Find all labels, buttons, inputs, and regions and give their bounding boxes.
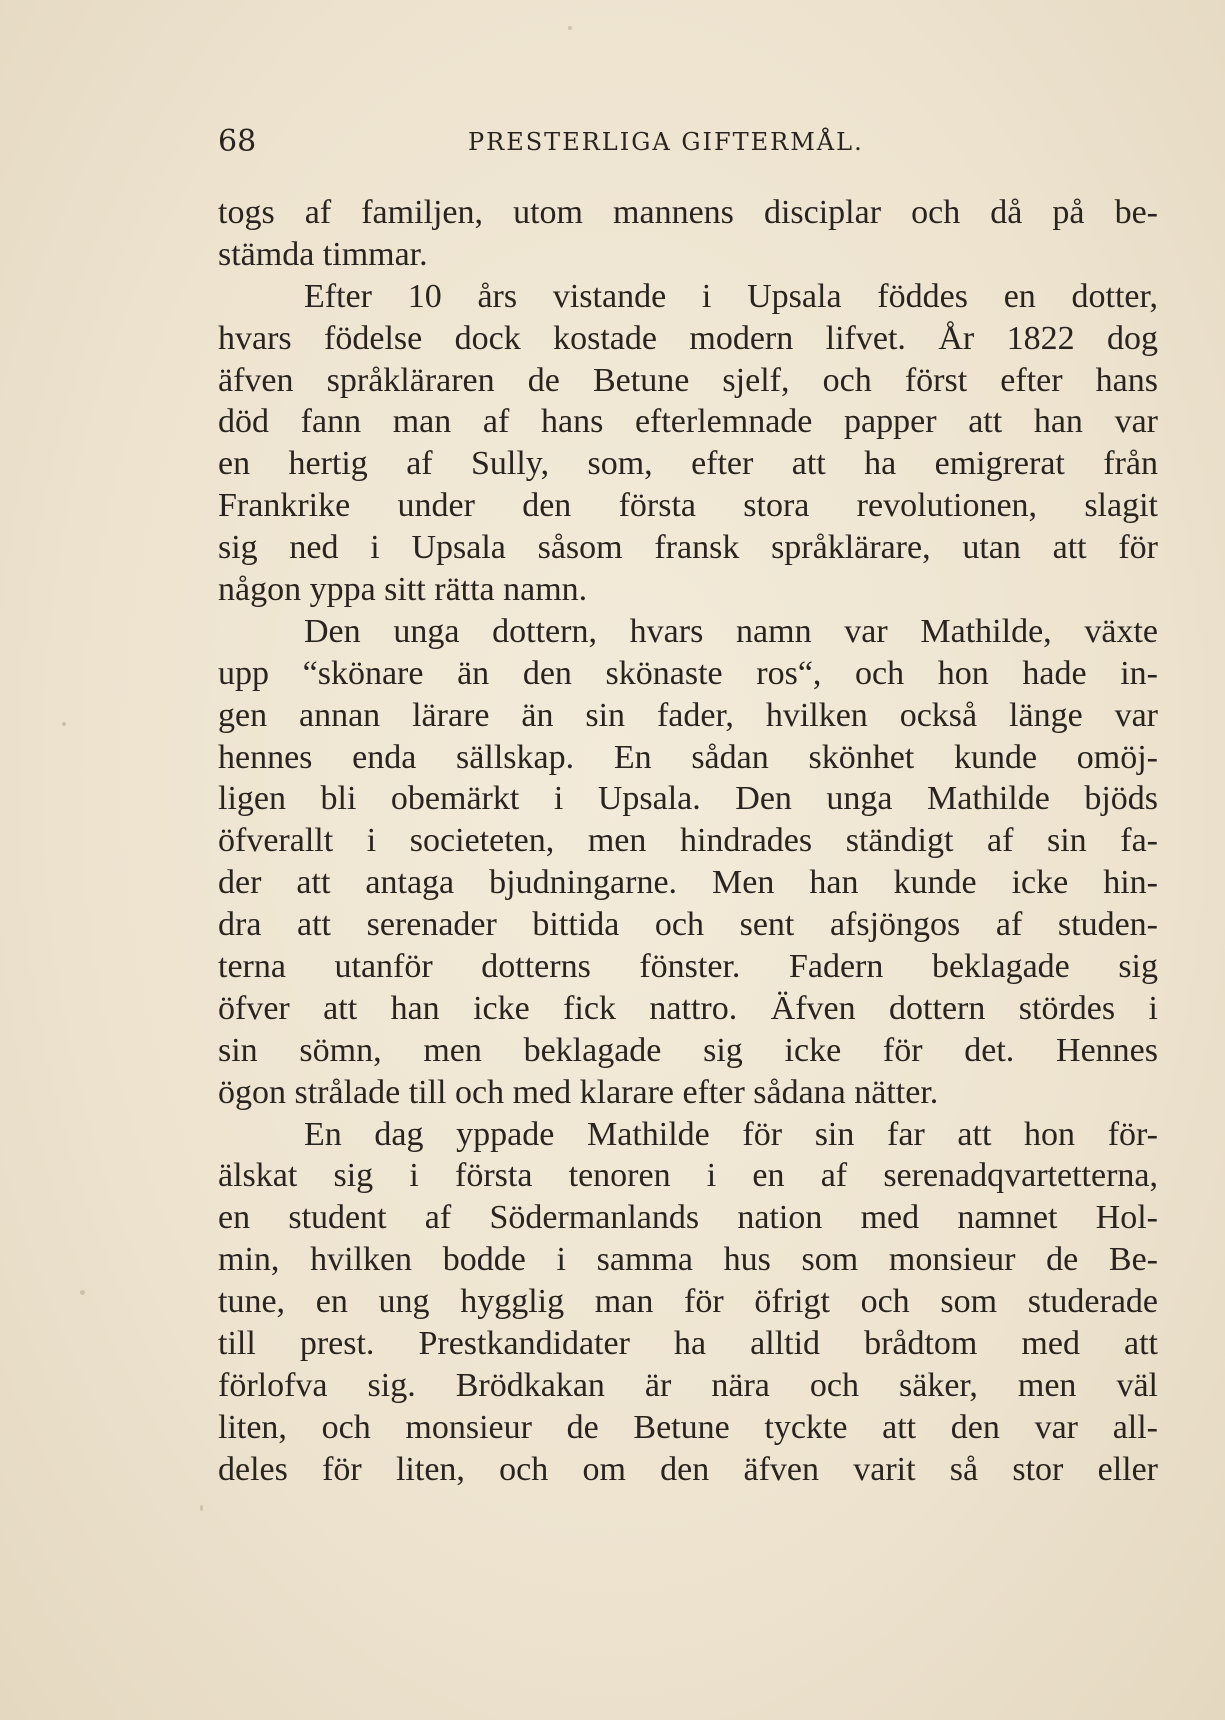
page-header <box>218 118 1153 166</box>
text-line: öfver att han icke fick nattro. Äfven dottern stördes i <box>218 989 1158 1027</box>
text-line: hennes enda sällskap. En sådan skönhet kunde omöj- <box>218 738 1158 776</box>
paper-speck <box>568 26 572 30</box>
paragraph <box>218 1114 1158 1491</box>
text-line: Frankrike under den första stora revolutionen, slagit <box>218 487 1158 525</box>
text-line: der att antaga bjudningarne. Men han kunde icke hin- <box>218 864 1158 902</box>
text-line: någon yppa sitt rätta namn. <box>218 571 588 609</box>
text-line: gen annan lärare än sin fader, hvilken också länge var <box>218 696 1158 734</box>
text-line: Den unga dottern, hvars namn var Mathilde, växte <box>304 612 1158 650</box>
paper-speck <box>80 1290 85 1295</box>
text-line: till prest. Prestkandidater ha alltid brådtom med att <box>218 1325 1158 1363</box>
paper-speck <box>200 1505 203 1511</box>
text-line: sig ned i Upsala såsom fransk språklärare, utan att för <box>218 529 1158 567</box>
text-line: stämda timmar. <box>218 235 428 273</box>
paragraph <box>218 192 1158 276</box>
body-text <box>218 192 1158 1491</box>
text-line: sin sömn, men beklagade sig icke för det. Hennes <box>218 1031 1158 1069</box>
text-line: ligen bli obemärkt i Upsala. Den unga Mathilde bjöds <box>218 780 1158 818</box>
text-line: terna utanför dotterns fönster. Fadern beklagade sig <box>218 948 1158 986</box>
text-line: förlofva sig. Brödkakan är nära och säker, men väl <box>218 1366 1158 1404</box>
text-line: tune, en ung hygglig man för öfrigt och som studerade <box>218 1283 1158 1321</box>
text-line: öfverallt i societeten, men hindrades ständigt af sin fa- <box>218 822 1158 860</box>
text-line: deles för liten, och om den äfven varit så stor eller <box>218 1450 1158 1488</box>
page-number: 68 <box>218 124 257 159</box>
paragraph <box>218 611 1158 1114</box>
running-title: PRESTERLIGA GIFTERMÅL. <box>468 128 864 156</box>
paper-speck <box>62 722 66 726</box>
text-line: upp “skönare än den skönaste ros“, och hon hade in- <box>218 654 1158 692</box>
text-line: ögon strålade till och med klarare efter sådana nätter. <box>218 1073 939 1111</box>
text-line: Efter 10 års vistande i Upsala föddes en dotter, <box>304 277 1158 315</box>
paragraph <box>218 276 1158 611</box>
text-line: hvars födelse dock kostade modern lifvet. År 1822 dog <box>218 319 1158 357</box>
text-line: död fann man af hans efterlemnade papper att han var <box>218 403 1158 441</box>
text-line: liten, och monsieur de Betune tyckte att den var all- <box>218 1408 1158 1446</box>
text-line: älskat sig i första tenoren i en af serenadqvartetterna, <box>218 1157 1158 1195</box>
text-line: äfven språkläraren de Betune sjelf, och först efter hans <box>218 361 1158 399</box>
text-line: en hertig af Sully, som, efter att ha emigrerat från <box>218 445 1158 483</box>
text-line: dra att serenader bittida och sent afsjöngos af studen- <box>218 906 1158 944</box>
text-line: min, hvilken bodde i samma hus som monsieur de Be- <box>218 1241 1158 1279</box>
text-line: En dag yppade Mathilde för sin far att hon för- <box>304 1115 1158 1153</box>
text-line: en student af Södermanlands nation med namnet Hol- <box>218 1199 1158 1237</box>
text-line: togs af familjen, utom mannens disciplar och då på be- <box>218 194 1158 231</box>
